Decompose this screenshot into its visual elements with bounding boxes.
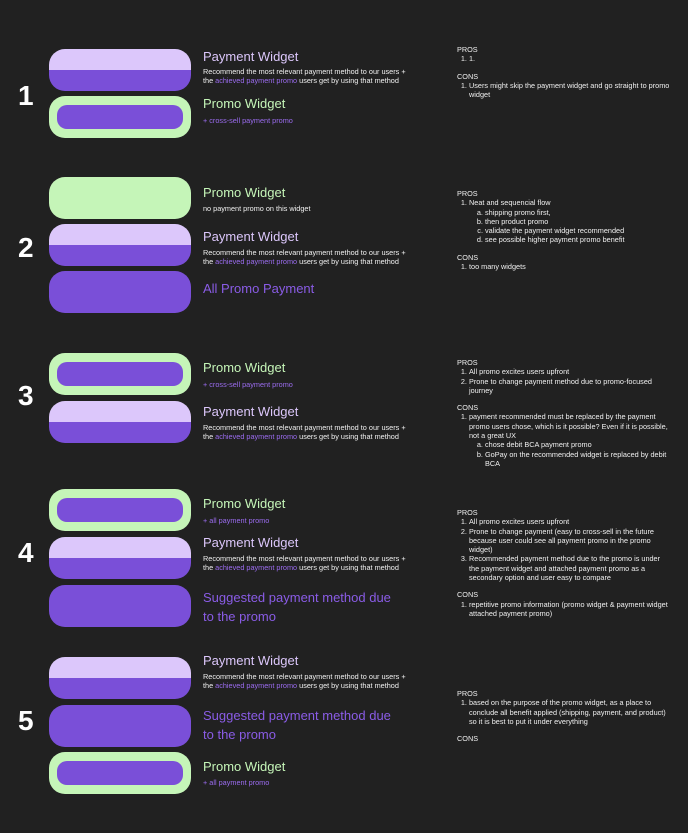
- promo-widget-shape: [49, 489, 191, 531]
- payment-widget-desc: Recommend the most relevant payment method to our users + the achieved payment promo users get by using that method: [203, 423, 406, 442]
- cons-label: CONS: [457, 590, 479, 600]
- promo-widget-shape: [49, 353, 191, 395]
- pros-item: 2. Prone to change payment (easy to cross-sell in the future because user could see all payment promo in the promo widget): [469, 527, 672, 555]
- row-number-1: 1: [18, 80, 34, 111]
- promo-widget-shape: [49, 752, 191, 794]
- pros-label: PROS: [457, 508, 478, 517]
- pros-label: PROS: [457, 358, 478, 367]
- pros-item: 1. 1.: [469, 54, 672, 63]
- pros-item: 1. Neat and sequencial flow a. shipping promo first, b. then product promo c. validate the payment widget recommended d. see possible higher payment promo benefit: [469, 198, 672, 244]
- payment-widget-desc: Recommend the most relevant payment method to our users + the achieved payment promo users get by using that method: [203, 67, 406, 86]
- promo-widget-title: Promo Widget: [203, 496, 286, 511]
- cons-label: CONS: [457, 403, 479, 413]
- pros-item: 1. All promo excites users upfront: [469, 517, 672, 526]
- row-number-4: 4: [18, 537, 34, 568]
- pros-item: 1. All promo excites users upfront: [469, 367, 672, 376]
- payment-widget-title: Payment Widget: [203, 535, 299, 550]
- row-number-2: 2: [18, 232, 34, 263]
- cons-label: CONS: [457, 252, 479, 262]
- pros-subitem: a. shipping promo first,: [485, 208, 672, 217]
- payment-widget-shape: [49, 49, 191, 91]
- promo-widget-shape: [49, 177, 191, 219]
- payment-widget-shape: [49, 401, 191, 443]
- cons-subitem: b. GoPay on the recommended widget is replaced by debit BCA: [485, 450, 672, 469]
- suggested-payment-title: Suggested payment method due to the promo: [203, 708, 391, 742]
- cons-label: CONS: [457, 734, 479, 744]
- payment-widget-title: Payment Widget: [203, 404, 299, 419]
- promo-widget-title: Promo Widget: [203, 96, 286, 111]
- pros-subitem: d. see possible higher payment promo benefit: [485, 235, 672, 244]
- cons-label: CONS: [457, 71, 479, 81]
- row-number-3: 3: [18, 380, 34, 411]
- pros-subitem: b. then product promo: [485, 217, 672, 226]
- suggested-payment-shape: [49, 585, 191, 627]
- promo-widget-sub: + cross-sell payment promo: [203, 380, 293, 389]
- cons-subitem: a. chose debit BCA payment promo: [485, 440, 672, 449]
- promo-widget-shape: [49, 96, 191, 138]
- pros-cons-3: [457, 358, 672, 468]
- pros-cons-4: [457, 508, 672, 618]
- all-promo-payment-shape: [49, 271, 191, 313]
- payment-widget-shape: [49, 224, 191, 266]
- promo-widget-title: Promo Widget: [203, 360, 286, 375]
- payment-widget-desc: Recommend the most relevant payment method to our users + the achieved payment promo users get by using that method: [203, 554, 406, 573]
- payment-widget-title: Payment Widget: [203, 229, 299, 244]
- pros-label: PROS: [457, 45, 478, 54]
- pros-item: 1. based on the purpose of the promo widget, as a place to conclude all benefit applied (shipping, payment, and product) so it is best to put it under everything: [469, 698, 672, 726]
- promo-widget-sub: no payment promo on this widget: [203, 204, 311, 213]
- pros-subitem: c. validate the payment widget recommended: [485, 226, 672, 235]
- cons-item: 1. payment recommended must be replaced by the payment promo users chose, which is it possible? Even if it is possible, not a great UX a. chose debit BCA payment promo b. GoPay on the recommended widget is replaced by debit BCA: [469, 412, 672, 468]
- payment-widget-desc: Recommend the most relevant payment method to our users + the achieved payment promo users get by using that method: [203, 248, 406, 267]
- promo-widget-title: Promo Widget: [203, 759, 286, 774]
- pros-label: PROS: [457, 689, 478, 698]
- suggested-payment-title: Suggested payment method due to the promo: [203, 590, 391, 624]
- pros-label: PROS: [457, 189, 478, 198]
- payment-widget-shape: [49, 657, 191, 699]
- payment-widget-shape: [49, 537, 191, 579]
- promo-widget-title: Promo Widget: [203, 185, 286, 200]
- cons-item: 1. Users might skip the payment widget and go straight to promo widget: [469, 81, 672, 100]
- pros-cons-5: [457, 689, 672, 743]
- cons-item: 1. too many widgets: [469, 262, 672, 271]
- suggested-payment-shape: [49, 705, 191, 747]
- payment-widget-desc: Recommend the most relevant payment method to our users + the achieved payment promo users get by using that method: [203, 672, 406, 691]
- payment-widget-title: Payment Widget: [203, 653, 299, 668]
- promo-widget-sub: + cross-sell payment promo: [203, 116, 293, 125]
- all-promo-payment-title: All Promo Payment: [203, 281, 315, 296]
- pros-item: 2. Prone to change payment method due to promo-focused journey: [469, 377, 672, 396]
- pros-item: 3. Recommended payment method due to the promo is under the payment widget and attached payment promo as a secondary option and user easy to compare: [469, 554, 672, 582]
- promo-widget-sub: + all payment promo: [203, 516, 270, 525]
- pros-cons-1: [457, 45, 672, 99]
- payment-widget-title: Payment Widget: [203, 49, 299, 64]
- cons-item: 1. repetitive promo information (promo widget & payment widget attached payment promo): [469, 600, 672, 619]
- pros-cons-2: [457, 189, 672, 271]
- promo-widget-sub: + all payment promo: [203, 778, 270, 787]
- row-number-5: 5: [18, 705, 34, 736]
